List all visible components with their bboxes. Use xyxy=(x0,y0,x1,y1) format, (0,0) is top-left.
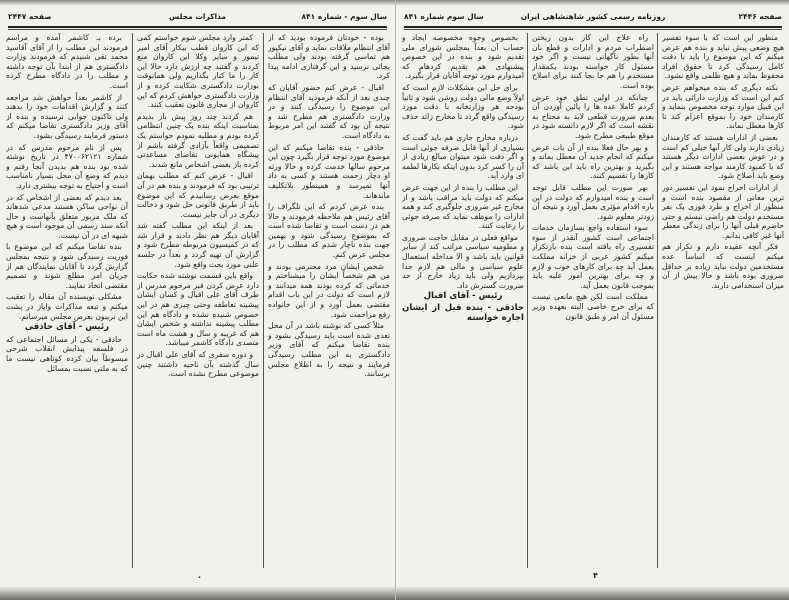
paragraph: سوء استفاده واجع بسازمان خدمات اجتماعی است کشور آنقدر از سوء تفسیری راه یافته است بنده بازتکرار میکنم کشور عربی از خزانه مملکت بعمل آید چه برای کارهای خوب و لازم و چه برای بهترین امور علیه باید بموجب قانون بعمل آید. xyxy=(532,223,654,290)
text-column-3 xyxy=(402,33,524,568)
page-mark: . xyxy=(198,571,202,580)
speaker-heading: رئیس - آقای حاذقی xyxy=(24,322,110,333)
paragraph: واقع باین قسمت نوشته شده حکایت دارد عرض کردن قبر مرحوم مدرس از طرف آقای علی اقبال و کسان ایشان پیشینه تعاطفه وحتی چیزی هم در این خصوص شنیده نشده و دادگاه هم این مطلب پیشینه نداشته و شخص ایشان هم که غریبه و سال و هشت ماه است متصدی دادگاه کاشمر میباشد. xyxy=(137,271,259,348)
paragraph: کمتر وارد مجلس شوم خواستم کمی که این کاروان قطب بیکار آقای امیر تیمور و سایر وکلا این کاروان منع کردند و گفتند چه ارزش دارد حالا این کار را ما کنار بگذاریم ولی همانوقت بوزارت دادگستری شکایت کرده و از وزارت دادگستری خواهش کردم که این کاروان از مجاری قانون تعقیب کنند. xyxy=(137,33,259,110)
text-column-1 xyxy=(662,33,784,568)
paragraph: و بهر حال فعلا بنده از آن باب عرض میکنم که انجام جدید آن معطل بماند و بگیرید و بهترین راه باید این باشد که کارها را تقسیم کنند. xyxy=(532,142,654,181)
paragraph: و دوره سفری که آقای علی اقبال در سال گذشته بآن ناحیه داشتند چنین موضوعی مطرح نشده است. xyxy=(137,350,259,379)
paragraph: از کاشمر بعداً خواهش شد مراجعه کنند و گزارش اقدامات خود را بدهند ولی تاکنون جوابی نرسیده و بنده از آقای وزیر دادگستری تقاضا میکنم که دستور فرمایند رسیدگی بشود. xyxy=(6,92,128,140)
issue-number: سال سوم شماره ۸۴۱ xyxy=(404,12,484,21)
header-rule xyxy=(8,29,387,30)
paragraph: فکر آنچه عقیده دارم و تکرار هم میکنم اینست که اساساً عده مستخدمین دولت نباید زیاده بر حداقل ضروری بوده باشد و حالا بیش از آن میزان استخدامی دارند. xyxy=(662,242,784,290)
page-number: ۴ xyxy=(593,571,598,580)
paragraph: نکته دیگری که بنده میخواهم عرض کنم این است که وزارت دارائی باید در این قبیل موارد توجه مخصوص بنماید و کارمندان خود را بموقع اعزام کند تا کارها معطل نماند. xyxy=(662,82,784,131)
paragraph: مملکت است لکن هیچ مانعی نیست که برای خرج خاصی البته بعهده وزیر مسئول آن امر و طبق قانون xyxy=(532,292,654,321)
paragraph: مواقع فعلی در مقابل حاجت ضروری و مطومیه سیاسی مراتب کند از سایر قوانین باید باشد و الا مداخله استعمال علوم سیاسی و مالی هم لازم جدا بپردازیم ولی باید زیاد خارج از حد ضرورت گسترش داد. xyxy=(402,232,524,290)
paragraph: حاذقی - یکی از مسائل اجتماعی که در فلسفه پیدایش انقلاب شرحی مبسوطاً بیان کرده کوتاهی نیست ما که به ملتی نسبت بمسائل xyxy=(6,334,128,373)
issue-number: سال سوم - شماره ۸۴۱ xyxy=(301,12,387,21)
scan-shadow xyxy=(396,0,789,6)
text-column-3 xyxy=(6,33,128,568)
paragraph: بنده عرض کردم که این تلگراف را آقای رئیس هم ملاحظه فرمودند و حالا هم در دست است و تقاضا شده است که بموضوع رسیدگی شود و بهمین جهت بنده ناچار شدم که مطلب را در مجلس عرض کنم. xyxy=(268,202,390,260)
paragraph: برده بـ کاشمر آمده و مراسم فرمودند این مطلب را از آقای آقاسید محمد تقی شنیدم که فرمودند وزارت دادگستری هم از ابتدا بآن توجه داشته و مطلب را در دادگاه مطرح کرده است. xyxy=(6,33,128,90)
page-label: صفحه ۲۴۴۷ xyxy=(8,12,52,21)
paragraph: درباره مخارج جاری هم باید گفت که بسیاری از آنها قابل صرفه جوئی است و اگر دقت شود میتوان مبالغ زیادی از آن را کسر کرد بدون اینکه بکارها لطمه ای وارد آید. xyxy=(402,132,524,181)
column-divider xyxy=(527,33,528,568)
paragraph: حاذقی - بنده تقاضا میکنم که این موضوع مورد توجه قرار بگیرد چون این مرحوم سالها خدمت کرده و حالا ورثه او دچار زحمت هستند و کسی به داد آنها نمیرسد و همینطور بلاتکلیف ماندهاند. xyxy=(268,142,390,200)
paragraph: پس از نام مرحوم مدرس که در شماره ۴۷۰۰۶۲۱۲۱ در تاریخ نوشته شده بود بنده هم بدیدن آنجا رفتم و دیدم که وضع آن محل بسیار نامناسب است و احتیاج به توجه بیشتری دارد. xyxy=(6,142,128,190)
column-divider xyxy=(132,33,133,568)
page-label: صفحه ۲۴۴۶ xyxy=(738,12,782,21)
paragraph: بنده تقاضا میکنم که این موضوع با فوریت رسیدگی شود و نتیجه بمجلس گزارش گردد تا آقایان نمایندگان هم از جریان امر مطلع شوند و تصمیم مقتضی اتخاذ نمایند. xyxy=(6,242,128,290)
header-rule xyxy=(404,29,782,30)
paragraph: بوده - خودتان فرموده بودید که از آقای انتظام ملاقات نماید و آقای نیکپور هم تماسی گرفته بودند ولی مطلب بجائی نرسید و این گرفتاری ادامه پیدا کرد. xyxy=(268,33,390,81)
paragraph: منظور این است که با سوء تفسیر هیچ وضعی پیش نیاید و بنده هم عرض میکنم که این موضوع را باید با دقت کامل رسیدگی کرد تا حقوق افراد محفوظ بماند و هیچ ظلمی واقع نشود. xyxy=(662,33,784,81)
scan-shadow xyxy=(396,586,789,600)
paragraph: اقبال - عرض کنم که مطلب بهمان ترتیبی بود که فرمودند و بنده هم در آن موقع بعرض رسانیدم که این موضوع باید از طریق قانونی حل شود و دخالت دیگری در آن جایز نیست. xyxy=(137,171,259,219)
header-rule xyxy=(8,26,387,28)
paragraph: راه علاج این کار بدون ریختن اضطراب مردم و ادارات و قطع نان آنها بطور ناگهانی نیست و اگر خود مسئول کار خواسته بودند یکمقدار مستخدم را هم جا بجا کنند برای اصلاح بوده است. xyxy=(532,33,654,90)
paragraph: بهر صورت این مطلب قابل توجه است و بنده امیدوارم که دولت در این باره اقدام مؤثری بعمل آورد و نتیجه آن زودتر معلوم شود. xyxy=(532,182,654,221)
right-page xyxy=(395,0,789,600)
paragraph: چنانکه در اولین نطق خود عرض کردم کاملا عده ها را پائین آوردن آن بعدم ضرورت قطعی لابد به محتاج به نقشه است که اگر لازم دانسته شود در موقع طبیعی مطرح شود. xyxy=(532,92,654,140)
header-rule xyxy=(404,26,782,28)
paragraph: بعد از اینکه این مطلب گفته شد آقایان دیگر هم نظر دادند و قرار شد که در کمیسیون مربوطه مطرح شود و گزارش آن تهیه گردد و بعداً در جلسه علنی مورد بحث واقع شود. xyxy=(137,221,259,269)
section-title: مذاکرات مجلس xyxy=(168,12,227,21)
text-column-2 xyxy=(532,33,654,568)
page-header xyxy=(404,12,782,26)
paragraph: از ادارات اخراج نمود این تفسیر دور ترین معانی از مقصود بنده است و منظور از اخراج و طرد فوری یک نفر مستخدم دولت هم راضی نیستم و حتی حاضرم قبلی آنها را برای زندگی معطر آنها غیر کافی بدانم. xyxy=(662,182,784,240)
paragraph: این مطلب را بنده از این جهت عرض میکنم که دولت باید مراقب باشد و از مخارج غیر ضروری جلوگیری کند و همه ادارات را موظف نماید که صرفه جوئی را رعایت کنند. xyxy=(402,182,524,231)
paragraph: بعضی از ادارات هستند که کارمندان زیادی دارند ولی کار آنها خیلی کم است و در عوض بعضی ادارات دیگر هستند که با کمبود کارمند مواجه هستند و این وضع باید اصلاح شود. xyxy=(662,132,784,181)
speaker-line: حاذقی - بنده قبل از ایشان اجازه خواسته xyxy=(402,303,524,323)
paragraph: بعد دیدم که بعضی از اشخاص که در آن نواحی ساکن هستند مدعی شدهاند که ملک مزبور متعلق بآنهاست و حال آنکه سند رسمی آن موجود است و هیچ شبهه ای در آن نیست. xyxy=(6,192,128,240)
scan-shadow xyxy=(0,586,395,600)
text-column-1 xyxy=(268,33,390,568)
paragraph: شخص ایشان مرد محترمی بودند و من هم شخصاً ایشان را میشناختم و خدماتی که کرده بودند همه میدانند و لازم است که دولت در این باب اقدام مقتضی بعمل آورد و از این خانواده رفع مزاحمت شود. xyxy=(268,261,390,319)
paragraph: برای حل این مشکلات لازم است که اولاً وضع مالی دولت روشن شود و ثانیاً بودجه هر وزارتخانه با دقت مورد رسیدگی واقع گردد تا مخارج زائد حذف شود. xyxy=(402,82,524,131)
paragraph: اقبال - عرض کنم حضور آقایان که چندی بعد از آنکه فرمودید آقای انتظام این موضوع را رسیدگی کنند و در وزارت دادگستری هم مطرح شد و نتیجه آن بود که گفتند این امر مربوط به دادگاه است. xyxy=(268,82,390,140)
scan-shadow xyxy=(0,0,395,6)
paragraph: هم کردند چند روز پیش باز بدیدم بمناسبت اینکه بنده یک چنین انتظامی کرده بودم و مطلبه نمودم خواستم یک تصمیمی واقعاً بآزادی گرفته باشم از پیشگاه همایونی تقاضای مساعدتی کرده باز بعضی اشخاص مانع شدند. xyxy=(137,111,259,169)
newspaper-title: روزنامه رسمی کشور شاهنشاهی ایران xyxy=(520,12,666,21)
page-header xyxy=(8,12,387,26)
paragraph: مشکلی نویسنده آن مقاله را تعقیب میکنم و تبعه مذاکرات وایاز در پشت این تریبون بعرض مجلس میرسانم. xyxy=(6,292,128,321)
column-divider xyxy=(657,33,658,568)
paragraph: بخصوص وجوه مخصوصه ایجاد و حساب آن بعداً بمجلس شورای ملی تقدیم شود و بنده در این خصوص پیشنهادی هم تقدیم کردهام که امیدوارم مورد توجه آقایان قرار بگیرد. xyxy=(402,33,524,81)
speaker-heading: رئیس - آقای اقبال xyxy=(423,291,503,302)
column-divider xyxy=(263,33,264,568)
paragraph: مثلاً کسی که نوشته باشد در آن محل تعدی شده است باید رسیدگی بشود و بنده تقاضا میکنم که آقای وزیر دادگستری به این مطلب رسیدگی فرمایند و نتیجه را به اطلاع مجلس برسانند. xyxy=(268,321,390,379)
text-column-2 xyxy=(137,33,259,568)
